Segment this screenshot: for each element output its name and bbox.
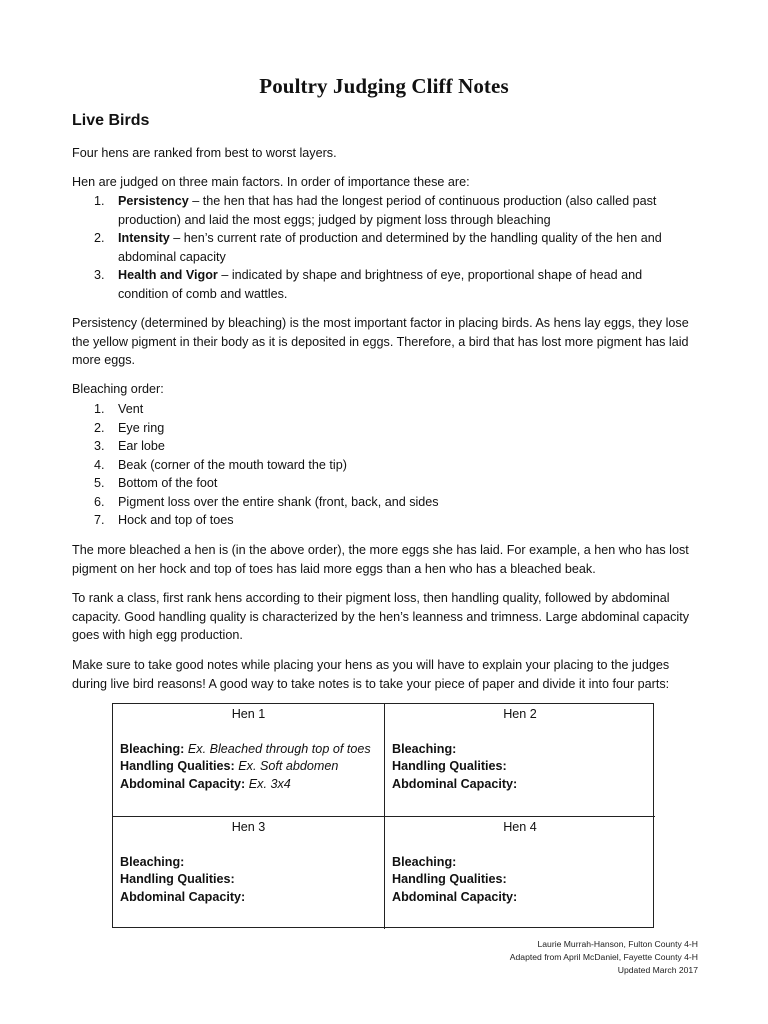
factors-list [72,192,682,303]
abdominal-value: Ex. 3x4 [245,776,291,791]
bleaching-row [120,854,377,872]
list-number: 3. [94,439,105,453]
list-number: 7. [94,513,105,527]
footer-line-updated: Updated March 2017 [617,965,698,975]
hen-cell-title: Hen 3 [231,820,266,834]
abdominal-label: Abdominal Capacity: [120,889,246,904]
section-heading: Live Birds [72,112,150,129]
hen-cell-3 [113,817,384,929]
list-text: Bottom of the foot [118,476,218,490]
handling-label: Handling Qualities: [120,872,235,886]
list-item [72,419,682,438]
list-number: 2. [94,231,105,245]
hen-cell-title: Hen 4 [503,820,537,834]
handling-row [120,758,377,776]
list-item [72,456,682,475]
list-number: 1. [94,402,105,416]
intro-paragraph: Four hens are ranked from best to worst layers. [72,146,337,160]
factor-desc: – indicated by shape and brightness of eye, proportional shape of head and condition of comb and wattles. [118,268,643,301]
abdominal-row [392,776,648,794]
bleaching-row [392,741,648,759]
abdominal-row [120,889,377,907]
list-text: Vent [118,402,144,416]
factor-term: Persistency [118,194,189,208]
footer-line-author: Laurie Murrah-Hanson, Fulton County 4-H [537,939,698,949]
list-text: Pigment loss over the entire shank (front, back, and sides [118,494,439,509]
list-number: 3. [94,268,105,282]
list-item [72,400,682,419]
footer-line-adapted: Adapted from April McDaniel, Fayette County 4-H [509,952,698,962]
factor-desc: – the hen that has had the longest period of continuous production (also called past production) and laid the most eggs; judged by pigment loss through bleaching [118,194,657,227]
factor-item [72,192,682,229]
list-number: 2. [94,420,105,435]
list-item [72,493,682,512]
list-text: Eye ring [118,420,165,435]
hen-cell-2 [384,704,655,817]
bleaching-label: Bleaching: [392,741,457,756]
bleaching-order-list [72,400,682,530]
bleaching-label: Bleaching: [120,741,185,756]
hen-cell-4 [384,817,655,929]
abdominal-row [392,889,648,907]
hen-cell-title: Hen 1 [231,707,266,721]
factors-intro: Hen are judged on three main factors. In order of importance these are: [72,175,470,189]
list-number: 5. [94,476,105,490]
handling-row [120,871,377,889]
handling-row [392,758,648,776]
factor-item [72,266,682,303]
bleaching-row [392,854,648,872]
handling-value: Ex. Soft abdomen [234,759,339,773]
list-number: 6. [94,494,105,509]
bleached-paragraph: The more bleached a hen is (in the above order), the more eggs she has laid. For example, a hen who has lost pigment on her hock and top of toes has laid more eggs than a hen who has a bleached beak. [72,543,689,576]
handling-label: Handling Qualities: [392,872,507,886]
bleaching-row [120,741,377,759]
list-item [72,437,682,456]
handling-label: Handling Qualities: [120,759,235,773]
factor-item [72,229,682,266]
bleaching-value: Ex. Bleached through top of toes [184,741,371,756]
handling-row [392,871,648,889]
handling-label: Handling Qualities: [392,759,507,773]
factor-term: Health and Vigor [118,268,218,282]
bleaching-label: Bleaching: [392,854,457,869]
page-title: Poultry Judging Cliff Notes [259,74,509,98]
footer-credits [510,938,698,977]
abdominal-label: Abdominal Capacity: [392,776,518,791]
list-number: 4. [94,457,105,472]
list-text: Beak (corner of the mouth toward the tip) [118,457,347,472]
notes-paragraph: Make sure to take good notes while placing your hens as you will have to explain your placing to the judges during live bird reasons! A good way to take notes is to take your piece of paper and divide it into four parts: [72,658,670,691]
rank-paragraph: To rank a class, first rank hens according to their pigment loss, then handling quality, followed by abdominal capacity. Good handling quality is characterized by the hen’s leanness and trimness. Large abdominal capacity goes with high egg production. [72,591,689,642]
hen-cell-1 [113,704,384,817]
list-text: Hock and top of toes [118,513,234,527]
factor-term: Intensity [118,231,170,245]
hen-notes-grid [112,703,654,928]
abdominal-label: Abdominal Capacity: [120,776,246,791]
factor-desc: – hen’s current rate of production and determined by the handling quality of the hen and abdominal capacity [118,231,662,264]
bleaching-heading: Bleaching order: [72,382,164,396]
persistency-paragraph: Persistency (determined by bleaching) is the most important factor in placing birds. As hens lay eggs, they lose the yellow pigment in their body as it is deposited in eggs. Therefore, a bird that has lost more pigment has laid more eggs. [72,316,689,367]
hen-cell-title: Hen 2 [503,707,537,721]
list-item [72,474,682,493]
list-item [72,511,682,530]
bleaching-label: Bleaching: [120,854,185,869]
abdominal-row [120,776,377,794]
abdominal-label: Abdominal Capacity: [392,889,518,904]
list-text: Ear lobe [118,439,165,453]
list-number: 1. [94,194,105,208]
